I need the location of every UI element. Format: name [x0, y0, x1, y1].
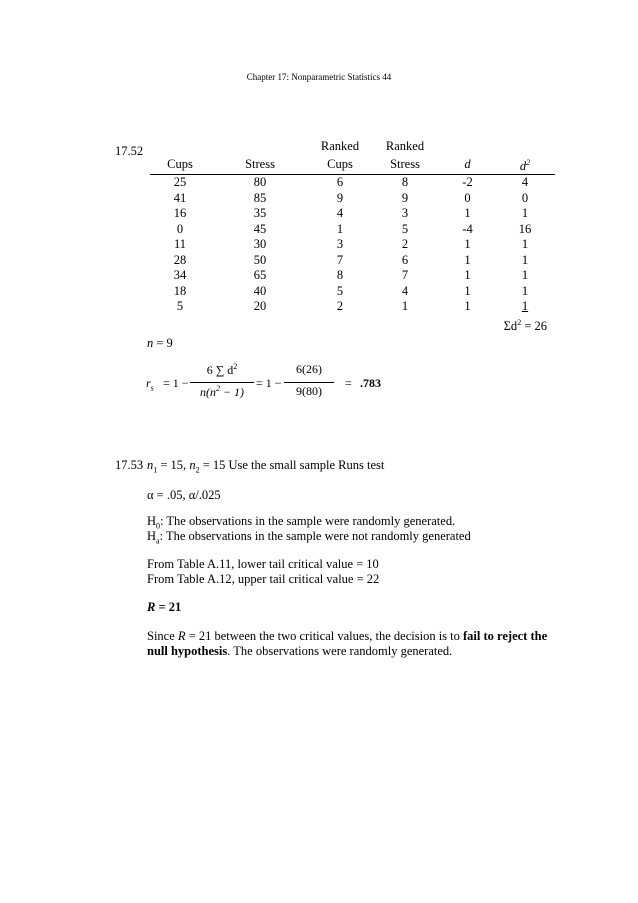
- th-top-4: Ranked: [385, 139, 425, 153]
- th-top-6: [495, 139, 555, 155]
- table-cell: -4: [462, 221, 473, 236]
- table-cell: 9: [401, 190, 409, 205]
- table-cell: 1: [521, 283, 529, 298]
- table-row: [150, 237, 555, 253]
- table-cell: 85: [253, 190, 267, 205]
- n-value: = 9: [153, 336, 173, 350]
- conclusion-line-2: null hypothesis. The observations were randomly generated.: [147, 644, 453, 658]
- table-cell: 40: [253, 283, 267, 298]
- th-ranked-cups: Cups: [310, 155, 370, 175]
- table-cell: 20: [253, 299, 267, 314]
- table-cell: 65: [253, 268, 267, 283]
- table-cell: 0: [521, 190, 529, 205]
- table-row: [150, 175, 555, 191]
- table-cell: 4: [401, 283, 409, 298]
- table-cell: 4: [521, 175, 529, 190]
- page-header: Chapter 17: Nonparametric Statistics 44: [246, 72, 392, 82]
- table-cell: 1: [336, 221, 344, 236]
- frac1-bar: [190, 382, 254, 383]
- frac2-denominator: 9(80): [296, 384, 322, 398]
- table-cell: 2: [401, 237, 409, 252]
- table-cell: 1: [521, 206, 529, 221]
- ranking-table: [150, 139, 555, 334]
- th-stress: Stress: [210, 155, 310, 175]
- table-cell: 7: [401, 268, 409, 283]
- table-row: [150, 268, 555, 284]
- table-cell: 4: [336, 206, 344, 221]
- eq-sign: =: [345, 376, 352, 390]
- table-cell: 41: [173, 190, 187, 205]
- th-d: d: [440, 155, 495, 175]
- table-cell: 1: [521, 237, 529, 252]
- table-cell: 9: [336, 190, 344, 205]
- table-cell: 0: [464, 190, 471, 205]
- table-cell: 8: [336, 268, 344, 283]
- table-cell: 8: [401, 175, 409, 190]
- table-cell: -2: [462, 175, 473, 190]
- alpha-line: α = .05, α/.025: [147, 488, 221, 502]
- th-top-5: [440, 139, 495, 155]
- table-cell: 28: [173, 252, 187, 267]
- th-top-2: [210, 139, 310, 155]
- table-cell: 1: [464, 237, 471, 252]
- table-cell: 16: [518, 221, 532, 236]
- table-cell: 5: [401, 221, 409, 236]
- table-cell: 11: [173, 237, 187, 252]
- table-cell: 1: [464, 283, 471, 298]
- null-hypothesis: $H_0$: The observations in the sample were randomly generated.: [147, 514, 456, 531]
- table-cell: 1: [464, 206, 471, 221]
- table-a12-line: From Table A.12, upper tail critical value = 22: [147, 572, 380, 586]
- sample-sizes: $n_1 = 15$, $n_2 = 15$ Use the small sample Runs test: [147, 458, 385, 475]
- table-cell: 1: [521, 268, 529, 283]
- table-cell: 35: [253, 206, 267, 221]
- table-cell: 6: [401, 252, 409, 267]
- table-cell: 2: [336, 299, 344, 314]
- table-header-top: [150, 139, 555, 155]
- table-a11-line: From Table A.11, lower tail critical value = 10: [147, 557, 379, 571]
- table-row: [150, 284, 555, 300]
- table-cell: 1: [464, 268, 471, 283]
- table-cell: 18: [173, 283, 187, 298]
- frac2-numerator: 6(26): [296, 362, 322, 376]
- table-cell: 1: [521, 299, 529, 314]
- eq-one-minus-2: = 1 −: [256, 376, 282, 390]
- th-top-3: Ranked: [320, 139, 360, 153]
- table-cell: 1: [464, 299, 471, 314]
- table-cell: 80: [253, 175, 267, 190]
- n-label: n: [147, 336, 154, 350]
- table-cell: 7: [336, 252, 344, 267]
- table-cell: 5: [336, 283, 344, 298]
- table-cell: 16: [173, 206, 187, 221]
- frac1-numerator: 6 ∑ $d^2$: [206, 362, 238, 377]
- table-row: [150, 222, 555, 238]
- table-cell: 1: [401, 299, 409, 314]
- problem-number-17-52: 17.52: [115, 144, 144, 158]
- table-cell: 6: [336, 175, 344, 190]
- table-cell: 30: [253, 237, 267, 252]
- table-row: [150, 299, 555, 315]
- rs-formula: [146, 362, 446, 413]
- table-row: [150, 191, 555, 207]
- sum-d2: [440, 315, 555, 335]
- table-cell: 1: [521, 252, 529, 267]
- table-cell: 45: [253, 221, 267, 236]
- table-row: [150, 206, 555, 222]
- sum-value: = 26: [521, 318, 547, 333]
- problem-number-17-53: 17.53: [115, 458, 144, 472]
- n-equation: [147, 336, 173, 351]
- table-cell: 1: [464, 252, 471, 267]
- frac2-bar: [284, 382, 334, 383]
- table-cell: 5: [176, 299, 184, 314]
- conclusion-line-1: Since R = 21 between the two critical values, the decision is to fail to reject the: [147, 629, 548, 643]
- th-cups: Cups: [150, 155, 210, 175]
- sum-row: [150, 315, 555, 335]
- alternative-hypothesis: $H_a$: The observations in the sample were not randomly generated: [147, 529, 471, 546]
- eq-one-minus-1: = 1 −: [163, 376, 189, 390]
- frac1-denominator: $n(n^2 - 1)$: [199, 384, 245, 399]
- th-top-1: [150, 139, 210, 155]
- rs-result: .783: [360, 376, 381, 390]
- table-cell: 34: [173, 268, 187, 283]
- sum-label: Σd: [503, 318, 518, 333]
- table-cell: 50: [253, 252, 267, 267]
- table-row: [150, 253, 555, 269]
- rs-label: $r_s$: [146, 376, 154, 393]
- r-statistic: R = 21: [147, 600, 182, 614]
- sum-exp: 2: [517, 317, 522, 327]
- th-d2: $d^2$: [495, 155, 555, 175]
- table-cell: 0: [176, 221, 184, 236]
- table-cell: 25: [173, 175, 187, 190]
- th-ranked-stress: Stress: [370, 155, 440, 175]
- table-header-bottom: [150, 155, 555, 175]
- table-cell: 3: [336, 237, 344, 252]
- table-cell: 3: [401, 206, 409, 221]
